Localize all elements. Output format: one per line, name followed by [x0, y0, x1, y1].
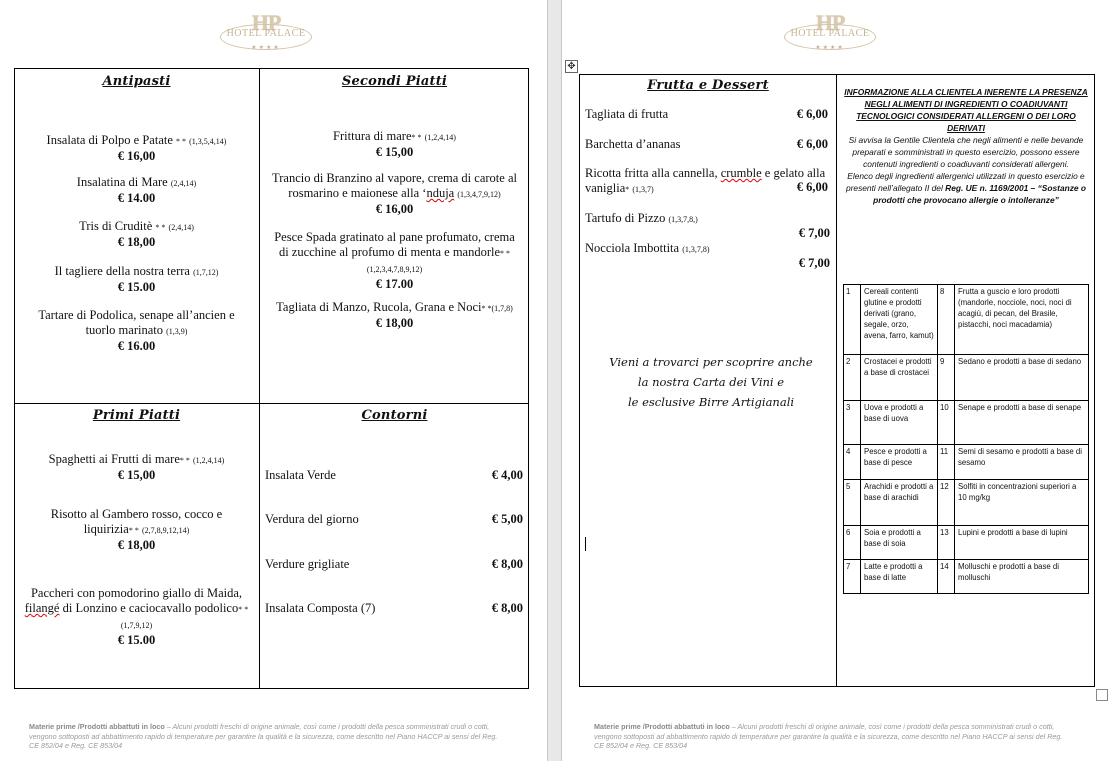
- menu-item: [265, 601, 523, 616]
- item-name-line2: di Lonzino e caciocavallo podolico: [59, 601, 239, 615]
- spell-error-word: nduja: [426, 186, 455, 200]
- item-name: Nocciola Imbottita: [585, 241, 680, 255]
- menu-item: [265, 468, 523, 483]
- item-price: € 8,00: [491, 557, 523, 571]
- item-mark: * *: [128, 526, 139, 535]
- promo-text: [600, 352, 822, 412]
- allergen-text: Arachidi e prodotti a base di arachidi: [861, 480, 938, 526]
- item-allergens: (1,3,5,4,14): [189, 137, 227, 146]
- item-price: € 16,00: [375, 202, 414, 216]
- item-name: Verdure grigliate: [265, 557, 350, 571]
- allergen-number: 9: [938, 355, 955, 401]
- spell-error-word: filangé: [24, 601, 60, 615]
- footer-bold: Materie prime /Prodotti abbattuti in loco: [29, 722, 165, 731]
- item-mark: * *: [238, 605, 249, 614]
- item-price: € 18,00: [375, 316, 414, 330]
- item-price: € 18,00: [117, 538, 156, 552]
- allergen-number: 13: [938, 526, 955, 560]
- section-title-secondi: Secondi Piatti: [341, 74, 448, 89]
- item-allergens: (1,2,3,4,7,8,9,12): [366, 265, 423, 274]
- logo-name: HOTEL PALACE: [790, 28, 870, 39]
- menu-item: [260, 129, 529, 160]
- allergen-number: 8: [938, 285, 955, 355]
- promo-line: la nostra Carta dei Vini e: [637, 375, 785, 389]
- allergen-text: Uova e prodotti a base di uova: [861, 401, 938, 445]
- allergen-number: 12: [938, 480, 955, 526]
- hotel-logo-left: [218, 12, 314, 54]
- item-name: Tartufo di Pizzo: [585, 211, 666, 225]
- allergen-text: Crostacei e prodotti a base di crostacei: [861, 355, 938, 401]
- item-price: € 5,00: [491, 512, 523, 526]
- page-gap: [547, 0, 562, 761]
- item-name: Paccheri con pomodorino giallo di Maida,: [30, 586, 243, 600]
- allergen-text: Molluschi e prodotti a base di molluschi: [955, 560, 1089, 594]
- menu-item: [260, 230, 529, 292]
- table-row: [844, 401, 1089, 445]
- item-allergens: (1,3,9): [166, 327, 188, 336]
- footer-text: – Alcuni prodotti freschi di origine animale, così come i prodotti della pesca somministrati crudi o cotti, vengono sottoposti ad abbattimento rapido di temperature per garantire la qualità e la sicurezza, come descritto nel Piano HACCP ai sensi del Reg. CE 852/04 e Reg. CE 853/04: [594, 722, 1063, 750]
- item-name: Risotto al Gambero rosso, cocco e: [50, 507, 223, 521]
- item-price: € 6,00: [796, 107, 828, 121]
- item-name: Il tagliere della nostra terra: [54, 264, 190, 278]
- table-row: [844, 445, 1089, 480]
- item-name: Insalata di Polpo e Patate: [46, 133, 173, 147]
- item-allergens: (1,3,7,8,): [668, 215, 698, 224]
- item-allergens: (1,7,8): [491, 304, 513, 313]
- item-name: Tartare di Podolica, senape all’ancien e: [38, 308, 235, 322]
- item-mark: * *: [176, 137, 187, 146]
- menu-item: [14, 308, 259, 354]
- allergen-number: 1: [844, 285, 861, 355]
- menu-item: [585, 166, 828, 197]
- item-price: € 16.00: [117, 339, 156, 353]
- allergen-number: 6: [844, 526, 861, 560]
- item-name: Ricotta fritta alla cannella,: [585, 166, 721, 180]
- item-name: Insalatina di Mare: [76, 175, 168, 189]
- allergen-text: Frutta a guscio e loro prodotti (mandorle, nocciole, noci, noci di acagiù, di pecan, del Brasile, pistacchi, noci macadamia): [955, 285, 1089, 355]
- allergen-text: Cereali contenti glutine e prodotti derivati (grano, segale, orzo, avena, farro, kamut): [861, 285, 938, 355]
- item-name: Barchetta d’ananas: [585, 137, 681, 151]
- item-name-line2: liquirizia: [83, 522, 129, 536]
- table-row: [844, 560, 1089, 594]
- allergen-number: 3: [844, 401, 861, 445]
- logo-stars: ★★★★: [251, 45, 281, 51]
- item-name-line2: di zucchine al profumo di menta e mandorle: [278, 245, 501, 259]
- table-divider-horizontal: [14, 403, 529, 404]
- item-price: € 15.00: [117, 633, 156, 647]
- allergen-number: 2: [844, 355, 861, 401]
- item-allergens: (1,3,7): [632, 185, 654, 194]
- item-price: € 15,00: [375, 145, 414, 159]
- menu-item: [14, 586, 259, 648]
- item-name: Tris di Cruditè: [79, 219, 153, 233]
- allergen-text: Solfiti in concentrazioni superiori a 10 mg/kg: [955, 480, 1089, 526]
- table-divider-vertical: [836, 74, 837, 687]
- info-law: Reg. UE n. 1169/2001 – “Sostanze o prodotti che provocano allergie o intolleranze”: [873, 183, 1087, 205]
- item-mark: * *: [481, 304, 492, 313]
- item-mark: * *: [179, 456, 190, 465]
- menu-item: [265, 557, 523, 572]
- menu-item: [585, 211, 830, 240]
- resize-handle-icon[interactable]: [1096, 689, 1108, 701]
- footer-text: – Alcuni prodotti freschi di origine animale, così come i prodotti della pesca somministrati crudi o cotti, vengono sottoposti ad abbattimento rapido di temperature per garantire la qualità e la sicurezza, come descritto nel Piano HACCP ai sensi del Reg. CE 852/04 e Reg. CE 853/04: [29, 722, 498, 750]
- menu-item: [585, 241, 830, 270]
- allergen-text: Senape e prodotti a base di senape: [955, 401, 1089, 445]
- allergen-number: 4: [844, 445, 861, 480]
- item-mark: * *: [500, 249, 511, 258]
- item-allergens: (2,4,14): [170, 179, 197, 188]
- allergen-number: 5: [844, 480, 861, 526]
- item-allergens: (1,2,4,14): [193, 456, 225, 465]
- section-title-antipasti: Antipasti: [102, 74, 171, 89]
- table-row: [844, 355, 1089, 401]
- item-allergens: (2,4,14): [168, 223, 194, 232]
- table-row: [844, 285, 1089, 355]
- menu-item: [260, 300, 529, 331]
- item-allergens: (1,7,9,12): [120, 621, 153, 630]
- item-name: Trancio di Branzino al vapore, crema di carote al: [272, 171, 517, 185]
- item-name-line2: tuorlo marinato: [85, 323, 163, 337]
- item-name: Insalata Verde: [265, 468, 336, 482]
- menu-item: [14, 133, 259, 164]
- promo-line: Vieni a trovarci per scoprire anche: [609, 355, 813, 369]
- allergen-text: Soia e prodotti a base di soia: [861, 526, 938, 560]
- logo-monogram: HP: [251, 10, 281, 35]
- allergen-number: 14: [938, 560, 955, 594]
- footer-bold: Materie prime /Prodotti abbattuti in loco: [594, 722, 730, 731]
- item-price: € 6,00: [796, 137, 828, 151]
- item-price: € 7,00: [798, 256, 830, 270]
- allergen-text: Pesce e prodotti a base di pesce: [861, 445, 938, 480]
- section-title-frutta: Frutta e Dessert: [647, 78, 769, 93]
- item-name-cont: e gelato alla: [761, 166, 826, 180]
- item-name: Spaghetti ai Frutti di mare: [48, 452, 180, 466]
- item-allergens: (2,7,8,9,12,14): [141, 526, 190, 535]
- item-name: Tagliata di Manzo, Rucola, Grana e Noci: [276, 300, 482, 314]
- allergen-number: 7: [844, 560, 861, 594]
- item-name: Insalata Composta (7): [265, 601, 376, 615]
- item-name: Frittura di mare: [333, 129, 412, 143]
- item-price: € 15.00: [117, 280, 156, 294]
- allergen-text: Lupini e prodotti a base di lupini: [955, 526, 1089, 560]
- item-name-line2: vaniglia: [585, 181, 626, 195]
- item-price: € 7,00: [798, 226, 830, 240]
- menu-item: [260, 171, 529, 217]
- menu-item: [585, 137, 828, 152]
- promo-line: le esclusive Birre Artigianali: [627, 395, 795, 409]
- item-allergens: (1,3,7,8): [682, 245, 710, 254]
- item-mark: * *: [411, 133, 422, 142]
- item-allergens: (1,7,12): [193, 268, 219, 277]
- item-price: € 8,00: [491, 601, 523, 615]
- item-price: € 4,00: [491, 468, 523, 482]
- hotel-logo-right: [782, 12, 878, 54]
- spell-error-word: crumble: [720, 166, 762, 180]
- item-allergens: (1,2,4,14): [424, 133, 456, 142]
- item-mark: * *: [155, 223, 166, 232]
- item-name: Tagliata di frutta: [585, 107, 669, 121]
- item-price: € 18,00: [117, 235, 156, 249]
- section-title-primi: Primi Piatti: [92, 408, 181, 423]
- item-price: € 17.00: [375, 277, 414, 291]
- allergen-number: 10: [938, 401, 955, 445]
- menu-item: [14, 507, 259, 553]
- info-body: Si avvisa la Gentile Clientela che negli alimenti e nelle bevande preparati e somministrati in questo esercizio, possono essere contenuti ingredienti o coadiuvanti considerati allergeni.: [848, 135, 1084, 169]
- allergen-text: Latte e prodotti a base di latte: [861, 560, 938, 594]
- allergen-info: [842, 86, 1090, 206]
- menu-item: [265, 512, 523, 527]
- menu-item: [585, 107, 828, 122]
- item-name-line2: rosmarino e maionese alla ‘: [288, 186, 427, 200]
- allergen-text: Sedano e prodotti a base di sedano: [955, 355, 1089, 401]
- item-mark: *: [625, 185, 630, 194]
- footer-note-left: [29, 722, 499, 751]
- move-handle-icon[interactable]: ✥: [565, 60, 578, 73]
- menu-item: [14, 264, 259, 295]
- allergen-text: Semi di sesamo e prodotti a base di sesamo: [955, 445, 1089, 480]
- text-cursor: [585, 537, 586, 551]
- item-price: € 14.00: [117, 191, 156, 205]
- section-title-contorni: Contorni: [361, 408, 428, 423]
- logo-stars: ★★★★: [815, 45, 845, 51]
- table-row: [844, 526, 1089, 560]
- item-price: € 16,00: [117, 149, 156, 163]
- footer-note-right: [594, 722, 1064, 751]
- info-heading: INFORMAZIONE ALLA CLIENTELA INERENTE LA PRESENZA NEGLI ALIMENTI DI INGREDIENTI O COADIUVANTI TECNOLOGICI CONSIDERATI ALLERGENI O DEI LORO DERIVATI: [844, 87, 1088, 133]
- table-row: [844, 480, 1089, 526]
- info-body2: Elenco degli ingredienti allergenici utilizzati in questo esercizio e presenti nell’allegato II del: [845, 171, 1085, 193]
- logo-name: HOTEL PALACE: [226, 28, 306, 39]
- menu-item: [14, 452, 259, 483]
- table-divider-vertical: [259, 68, 260, 689]
- allergen-table: [843, 284, 1089, 594]
- menu-item: [14, 219, 259, 250]
- menu-item: [14, 175, 259, 206]
- logo-monogram: HP: [815, 10, 845, 35]
- item-name: Pesce Spada gratinato al pane profumato, crema: [274, 230, 515, 244]
- item-allergens: (1,3,4,7,9,12): [457, 190, 501, 199]
- item-name: Verdura del giorno: [265, 512, 359, 526]
- item-price: € 6,00: [796, 180, 828, 194]
- item-price: € 15,00: [117, 468, 156, 482]
- allergen-number: 11: [938, 445, 955, 480]
